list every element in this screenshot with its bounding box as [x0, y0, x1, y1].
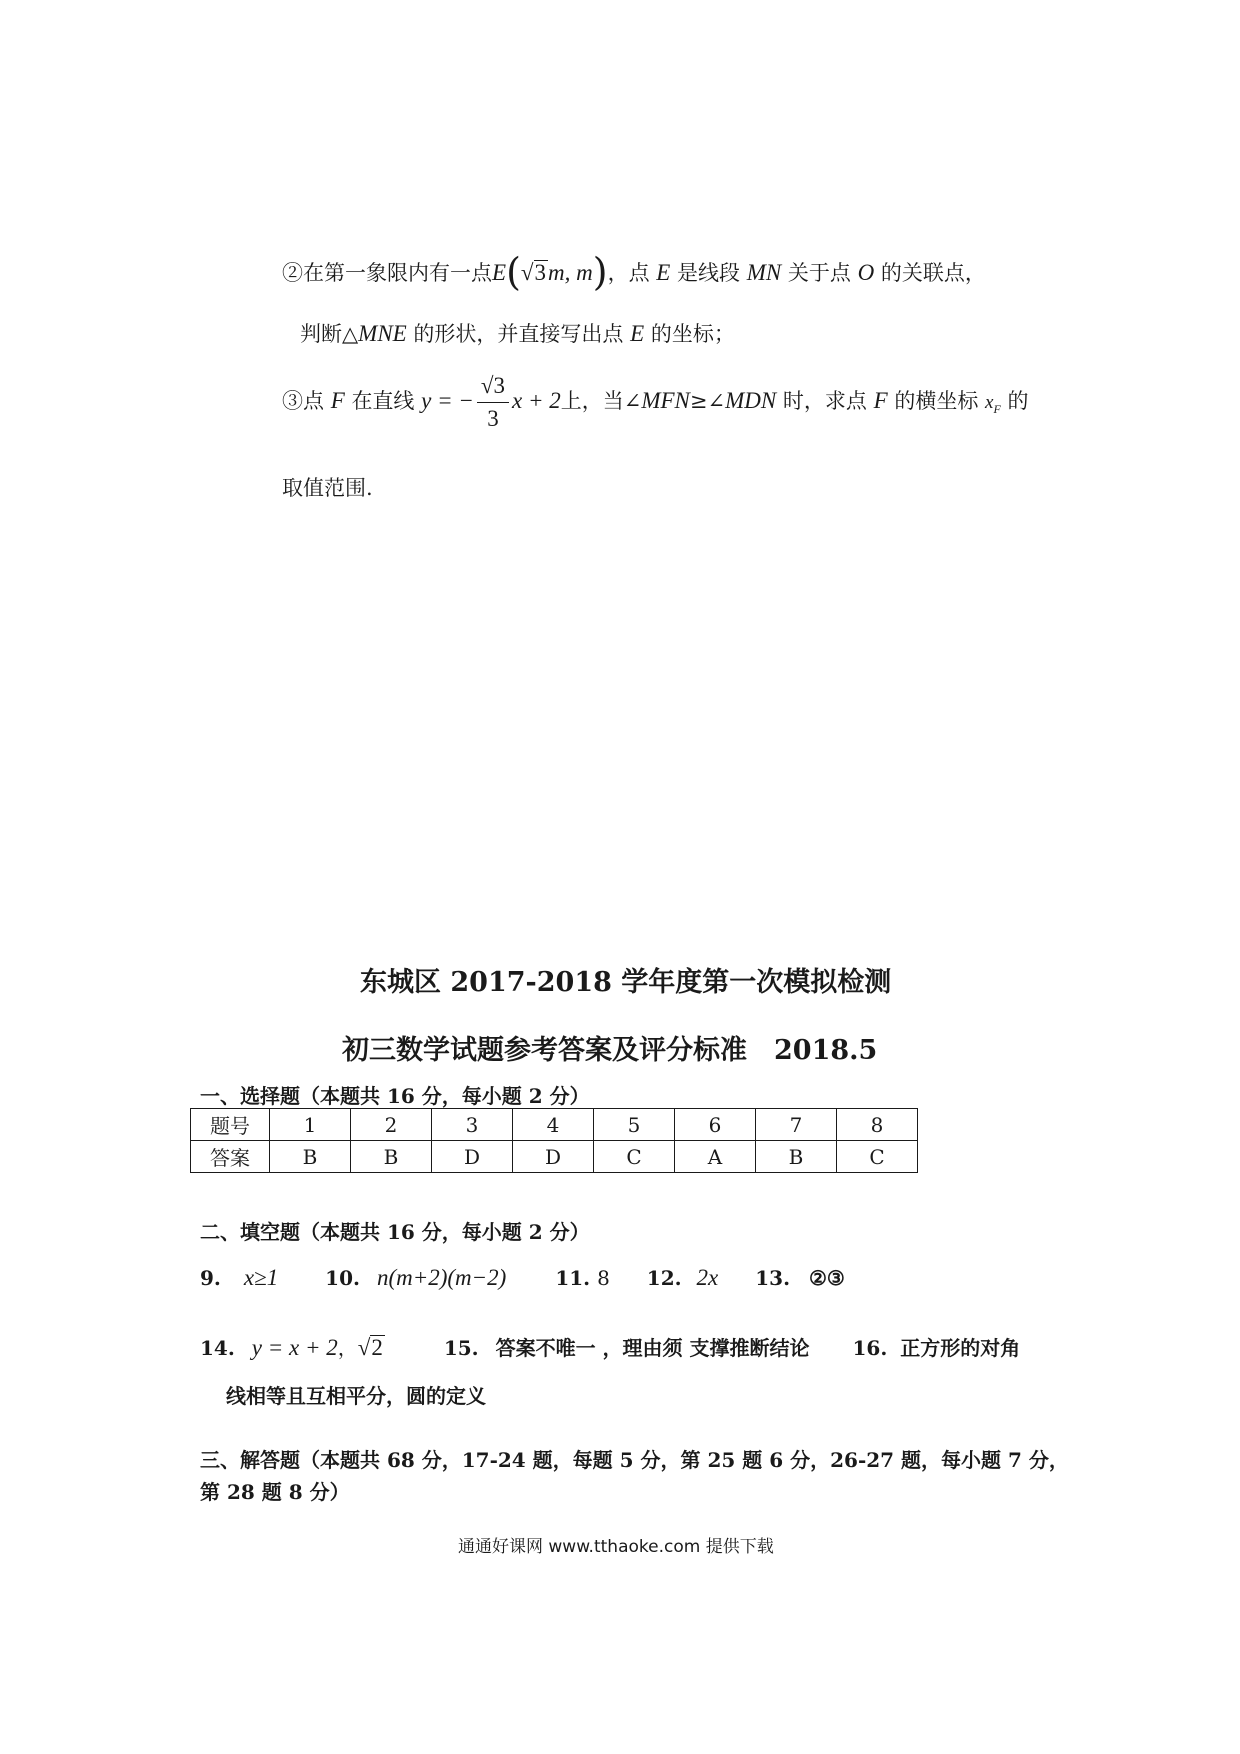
table-header-answer: 答案 — [191, 1141, 270, 1173]
section-3-heading-line2: 第 28 题 8 分） — [200, 1480, 350, 1504]
part3-line2 — [282, 474, 373, 502]
point-F: F — [330, 388, 345, 413]
table-cell: D — [432, 1141, 513, 1173]
part3-a: ③点 — [282, 389, 324, 413]
part2-line2 — [300, 320, 735, 348]
fraction — [477, 372, 509, 433]
table-cell: 1 — [270, 1109, 351, 1141]
q9-answer: x≥1 — [243, 1265, 279, 1290]
q14-answer-b: 2 — [371, 1335, 383, 1360]
section-1-heading: 一、选择题（本题共 16 分，每小题 2 分） — [200, 1084, 590, 1108]
part2-text-a: ②在第一象限内有一点 — [282, 261, 492, 285]
table-cell: 4 — [513, 1109, 594, 1141]
q14-sqrt-sign: √ — [357, 1335, 371, 1360]
table-cell: A — [675, 1141, 756, 1173]
table-cell: 8 — [837, 1109, 918, 1141]
q14-number: 14. — [200, 1336, 235, 1360]
table-cell: 7 — [756, 1109, 837, 1141]
q15-answer: 答案不唯一 ，理由须 支撑推断结论 — [495, 1336, 810, 1360]
q16-number: 16. — [852, 1336, 888, 1360]
part3-c: 上，当∠ — [560, 389, 642, 413]
part3-d: 时，求点 — [782, 389, 867, 413]
table-cell: B — [351, 1141, 432, 1173]
part3-b: 在直线 — [351, 389, 415, 413]
q14-answer-a: y = x + 2 — [251, 1335, 338, 1360]
q12-answer: 2x — [696, 1265, 719, 1290]
table-cell: 3 — [432, 1109, 513, 1141]
q14-separator: ， — [337, 1336, 358, 1360]
geq-angle: ≥∠ — [689, 389, 726, 413]
point-E-2: E — [630, 321, 645, 346]
table-row-answers — [191, 1141, 918, 1173]
part2-line2-b: 的形状，并直接写出点 — [413, 322, 624, 346]
angle-MDN: MDN — [725, 388, 777, 413]
q13-answer: ②③ — [809, 1266, 845, 1290]
sqrt-sign: √ — [520, 260, 534, 285]
xF-subscript: F — [993, 402, 1001, 417]
q10-answer: n(m+2)(m−2) — [376, 1265, 507, 1290]
table-cell: 2 — [351, 1109, 432, 1141]
part3-e: 的横坐标 — [894, 389, 979, 413]
table-cell: 5 — [594, 1109, 675, 1141]
page-footer: 通通好课网 www.tthaoke.com 提供下载 — [458, 1537, 774, 1557]
close-paren: ) — [592, 250, 608, 294]
xF-var: x — [985, 392, 994, 413]
fraction-denominator: 3 — [487, 406, 499, 431]
q11-answer: 8 — [597, 1266, 610, 1290]
q13-number: 13. — [755, 1266, 791, 1290]
part2-line1 — [282, 250, 986, 294]
part3-line1 — [282, 372, 1029, 433]
part2-text-b: ，点 — [607, 261, 650, 285]
fraction-numerator: √3 — [477, 372, 509, 403]
segment-MN: MN — [746, 260, 782, 285]
part3-line2-text: 取值范围. — [282, 476, 373, 500]
answer-title-1: 东城区 2017-2018 学年度第一次模拟检测 — [360, 967, 892, 998]
fill-row-1 — [200, 1265, 845, 1291]
part3-f: 的 — [1007, 389, 1029, 413]
sqrt-arg: 3 — [534, 260, 547, 285]
q10-number: 10. — [325, 1266, 360, 1290]
answer-title-2: 初三数学试题参考答案及评分标准 2018.5 — [342, 1035, 878, 1066]
answer-table — [190, 1108, 918, 1173]
q11-number: 11. — [555, 1266, 591, 1290]
fill-row-2 — [200, 1332, 1020, 1361]
q15-number: 15. — [443, 1336, 479, 1360]
point-O: O — [857, 260, 875, 285]
angle-MFN: MFN — [641, 388, 690, 413]
fill-row-3: 线相等且互相平分，圆的定义 — [226, 1384, 486, 1408]
open-paren: ( — [506, 250, 521, 294]
eq-lhs: y = − — [421, 388, 474, 413]
table-row-numbers — [191, 1109, 918, 1141]
section-2-heading: 二、填空题（本题共 16 分，每小题 2 分） — [200, 1220, 590, 1244]
point-E: E — [656, 260, 671, 285]
table-cell: B — [270, 1141, 351, 1173]
triangle-MNE: MNE — [358, 321, 407, 346]
table-header-number: 题号 — [191, 1109, 270, 1141]
part2-text-d: 关于点 — [787, 261, 851, 285]
table-cell: D — [513, 1141, 594, 1173]
part2-line2-c: 的坐标； — [650, 322, 735, 346]
table-cell: C — [837, 1141, 918, 1173]
q12-number: 12. — [646, 1266, 682, 1290]
part2-text-e: 的关联点， — [880, 261, 986, 285]
point-F-2: F — [873, 388, 888, 413]
part2-text-c: 是线段 — [677, 261, 741, 285]
eq-rhs: x + 2 — [512, 388, 561, 413]
table-cell: 6 — [675, 1109, 756, 1141]
part2-line2-a: 判断△ — [300, 322, 359, 346]
q16-answer-a: 正方形的对角 — [900, 1336, 1021, 1360]
table-cell: C — [594, 1141, 675, 1173]
table-cell: B — [756, 1141, 837, 1173]
section-3-heading-line1: 三、解答题（本题共 68 分，17-24 题，每题 5 分，第 25 题 6 分，26-27 题，每小题 7 分， — [200, 1448, 1069, 1472]
q9-number: 9. — [200, 1266, 221, 1290]
coords-rest: m, m — [548, 260, 593, 285]
point-E-label: E — [492, 260, 507, 285]
